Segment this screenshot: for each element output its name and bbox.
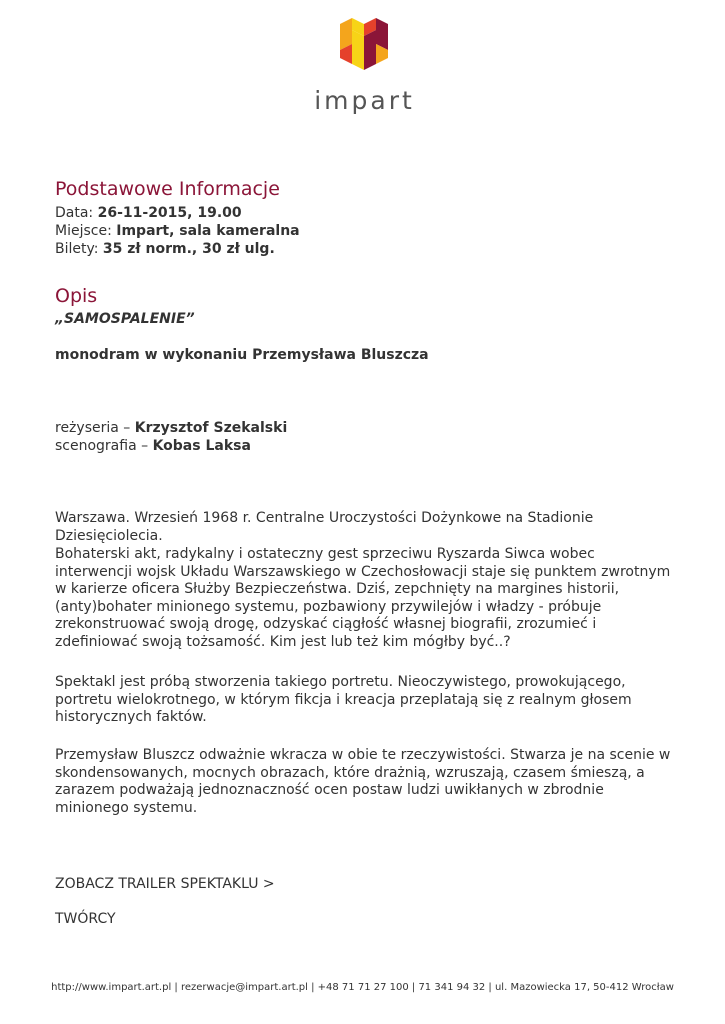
tickets-line: Bilety: 35 zł norm., 30 zł ulg.	[55, 241, 275, 257]
director-line: reżyseria – Krzysztof Szekalski	[55, 420, 288, 436]
date-value: 26-11-2015, 19.00	[97, 205, 242, 221]
trailer-link[interactable]: ZOBACZ TRAILER SPEKTAKLU >	[55, 876, 275, 892]
footer-contact: http://www.impart.art.pl | rezerwacje@impart.art.pl | +48 71 71 27 100 | 71 341 94 32 | ul. Mazowiecka 17, 50-412 Wrocław	[51, 982, 674, 993]
impart-logo-icon	[334, 14, 394, 74]
place-value: Impart, sala kameralna	[116, 223, 300, 239]
date-line: Data: 26-11-2015, 19.00	[55, 205, 242, 221]
show-subtitle: monodram w wykonaniu Przemysława Bluszcza	[55, 347, 429, 363]
brand-name: impart	[314, 86, 415, 115]
show-title: „SAMOSPALENIE”	[55, 311, 195, 327]
director-value: Krzysztof Szekalski	[134, 420, 288, 436]
paragraph-4: Przemysław Bluszcz odważnie wkracza w obie te rzeczywistości. Stwarza je na scenie w skondensowanych, mocnych obrazach, które drażnią, wzruszają, czasem śmieszą, a zarazem podważają jednoznaczność ocen postaw ludzi uwikłanych w zbrodnie minionego systemu.	[55, 747, 671, 816]
place-line: Miejsce: Impart, sala kameralna	[55, 223, 300, 239]
impart-logo	[312, 14, 417, 118]
paragraph-3: Spektakl jest próbą stworzenia takiego portretu. Nieoczywistego, prowokującego, portretu wielokrotnego, w którym fikcja i kreacja przeplatają się z realnym głosem historycznych faktów.	[55, 674, 632, 725]
description-heading: Opis	[55, 285, 98, 307]
set-design-value: Kobas Laksa	[152, 438, 251, 454]
tickets-value: 35 zł norm., 30 zł ulg.	[102, 241, 275, 257]
paragraph-2: Bohaterski akt, radykalny i ostateczny gest sprzeciwu Ryszarda Siwca wobec interwencji wojsk Układu Warszawskiego w Czechosłowacji staje się punktem zwrotnym w karierze oficera Służby Bezpieczeństwa. Dziś, zepchnięty na margines historii, (anty)bohater minionego systemu, pozbawiony przywilejów i władzy - próbuje zrekonstruować swoją drogę, odzyskać ciągłość własnej biografii, zrozumieć i zdefiniować swoją tożsamość. Kim jest lub też kim mógłby być..?	[55, 546, 671, 650]
set-design-line: scenografia – Kobas Laksa	[55, 438, 251, 454]
basic-info-heading: Podstawowe Informacje	[55, 178, 280, 200]
paragraph-1: Warszawa. Wrzesień 1968 r. Centralne Uroczystości Dożynkowe na Stadionie Dziesięciolecia.	[55, 510, 594, 544]
creators-link[interactable]: TWÓRCY	[55, 911, 116, 927]
